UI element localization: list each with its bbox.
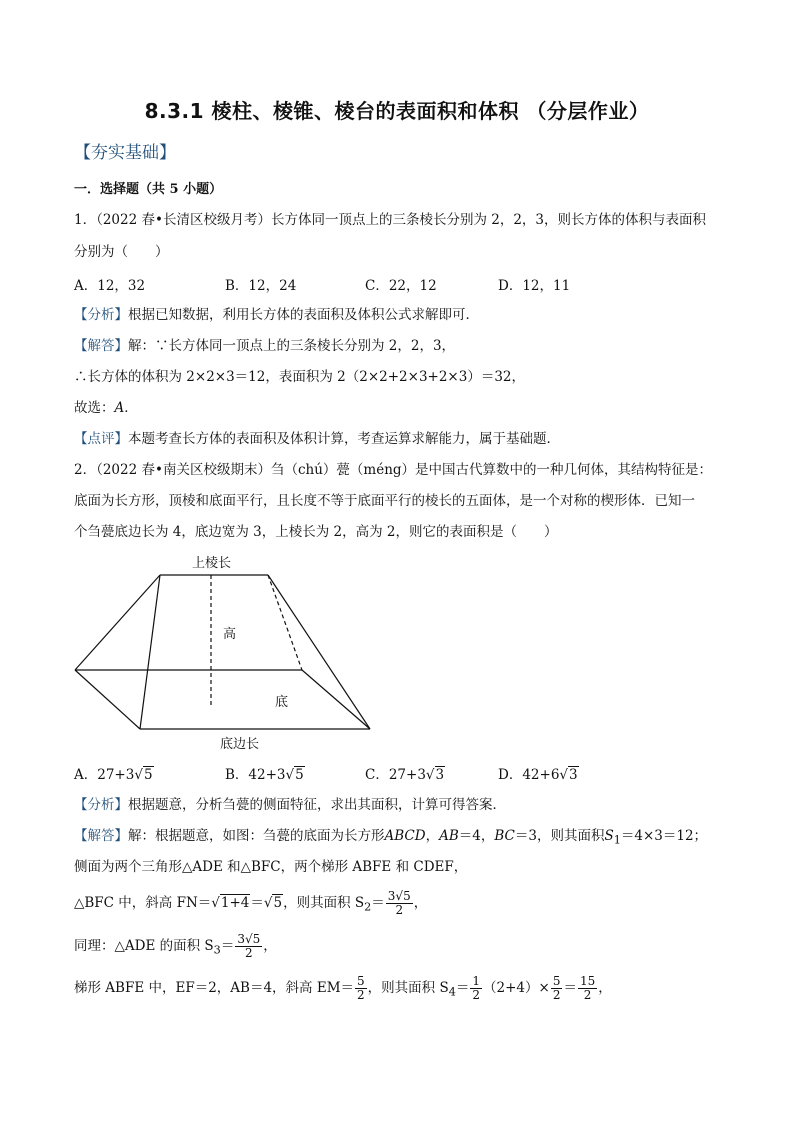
q1-option-a: A．12，32	[74, 278, 146, 294]
top-edge-label: 上棱长	[192, 556, 232, 571]
q2-option-c: C．27+3√3	[365, 767, 445, 783]
base-label: 底	[275, 695, 289, 710]
q1-stem-line2: 分别为（ ）	[74, 244, 169, 260]
q1-option-c: C．22，12	[365, 278, 437, 294]
answer-text: 解：∵长方体同一顶点上的三条棱长分别为 2，2，3，	[128, 338, 456, 354]
comment-tag: 【点评】	[74, 431, 128, 447]
fraction: $\frac{5}{2}$	[357, 974, 365, 1002]
q1-option-d: D．12，11	[498, 278, 571, 294]
answer-tag: 【解答】	[74, 338, 128, 354]
q1-option-b: B．12，24	[225, 278, 297, 294]
chumeng-diagram	[70, 548, 380, 758]
q1-choice: 故选：A．	[74, 400, 138, 416]
fraction: $\frac{15}{2}$	[579, 974, 596, 1002]
q2-option-a: A．27+3√5	[74, 767, 153, 783]
q2-answer-line4: 同理：△ADE 的面积 $S_3=$ $\frac{3√5}{2}$ ，	[74, 932, 277, 960]
q2-option-d: D．42+6√3	[498, 767, 578, 783]
q1-analysis	[74, 305, 479, 325]
choice-letter: A	[114, 400, 125, 416]
q1-answer-line1	[74, 336, 455, 356]
q1-answer-line2: ∴长方体的体积为 2×2×3＝12，表面积为 2（2×2+2×3+2×3）＝32，	[74, 369, 526, 385]
fraction: $\frac{3√5}{2}$	[237, 932, 261, 960]
fraction: $\frac{1}{2}$	[472, 974, 481, 1002]
page-title: 8.3.1 棱柱、棱锥、棱台的表面积和体积 （分层作业）	[144, 99, 650, 123]
q2-analysis	[74, 795, 506, 815]
fraction: $\frac{5}{2}$	[552, 974, 561, 1002]
part-heading: 一．选择题（共 5 小题）	[74, 182, 223, 197]
bottom-edge-label: 底边长	[220, 737, 260, 752]
fraction: $\frac{3√5}{2}$	[387, 889, 411, 917]
section-heading: 【夯实基础】	[74, 143, 176, 163]
q2-option-b: B．42+3√5	[225, 767, 304, 783]
answer-tag: 【解答】	[74, 828, 128, 844]
q1-stem-line1: 1．（2022 春•长清区校级月考）长方体同一顶点上的三条棱长分别为 2，2，3，则长方体的体积与表面积	[74, 212, 707, 228]
q2-stem-line1: 2．（2022 春•南关区校级期末）刍（chú）甍（méng）是中国古代算数中的一种几何体，其结构特征是：	[74, 462, 713, 478]
analysis-tag: 【分析】	[74, 797, 128, 813]
height-label: 高	[223, 627, 237, 642]
analysis-text: 根据已知数据，利用长方体的表面积及体积公式求解即可．	[128, 307, 479, 323]
q2-answer-line3: △BFC 中，斜高 FN＝√1+4＝√5，则其面积 $S_2=$ $\frac{3√5}{2}$ ，	[74, 889, 428, 917]
q1-comment	[74, 429, 560, 449]
comment-text: 本题考查长方体的表面积及体积计算，考查运算求解能力，属于基础题．	[128, 431, 560, 447]
q2-answer-line5: 梯形 ABFE 中，EF＝2，AB＝4，斜高 EM＝ $\frac{5}{2}$ ，则其面积 $S_4=$ $\frac{1}{2}$ （2+4）× $\frac{5}{2}$ ＝ $\frac{15}{2}$ ，	[74, 974, 612, 1002]
q2-stem-line3: 个刍甍底边长为 4，底边宽为 3，上棱长为 2，高为 2，则它的表面积是（ ）	[74, 524, 558, 540]
q2-answer-line2: 侧面为两个三角形△ADE 和△BFC，两个梯形 ABFE 和 CDEF，	[74, 859, 468, 875]
q2-stem-line2: 底面为长方形，顶棱和底面平行，且长度不等于底面平行的棱长的五面体，是一个对称的楔形体．已知一	[74, 493, 695, 509]
analysis-tag: 【分析】	[74, 307, 128, 323]
q2-answer-line1: 【解答】解：根据题意，如图：刍甍的底面为长方形ABCD，AB＝4，BC＝3，则其面积$S_1=4\times 3=12$；	[74, 828, 708, 847]
analysis-text: 根据题意，分析刍甍的侧面特征，求出其面积，计算可得答案．	[128, 797, 506, 813]
